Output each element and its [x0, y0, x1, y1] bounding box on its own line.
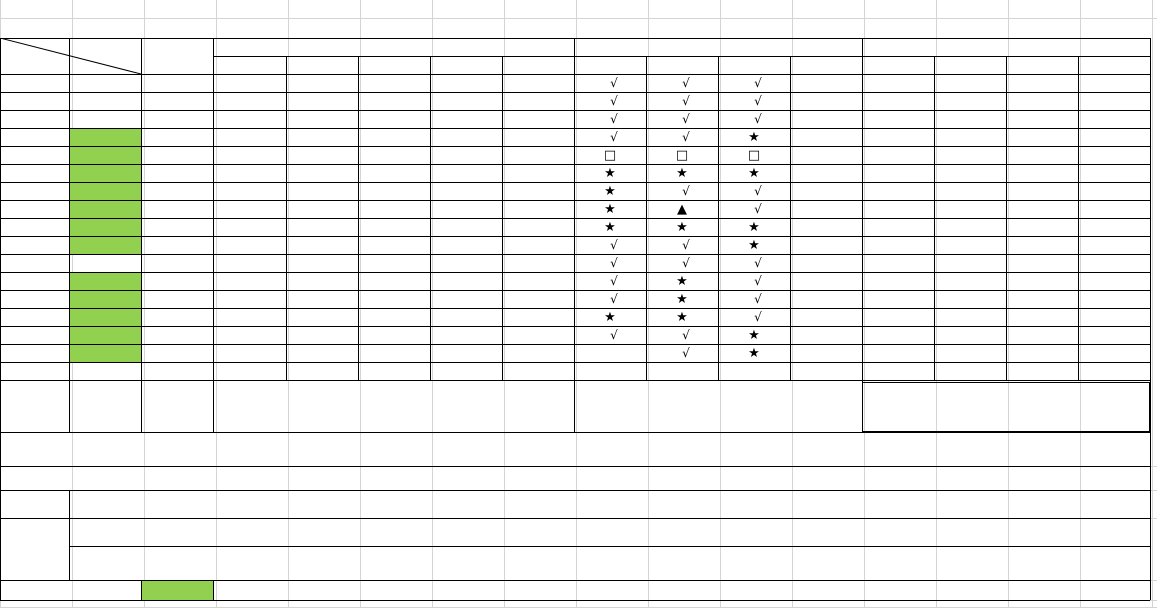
avg-attendance-value: [141, 383, 213, 432]
attendance-mark-star: ★: [604, 183, 616, 199]
date-header: [69, 38, 141, 56]
member-rate: [141, 272, 213, 290]
member-rate: [141, 236, 213, 254]
warning-text-line1: [2, 432, 1157, 449]
month-october: [213, 38, 574, 56]
grid-line-v: [1150, 38, 1151, 432]
avg-attendance-label: [0, 383, 141, 432]
attendance-mark-check: √: [682, 94, 690, 108]
grid-line-v: [141, 580, 142, 600]
member-no: [0, 272, 69, 290]
period-label: [0, 20, 300, 38]
attendance-mark-check: √: [610, 328, 618, 342]
week-header-10: [862, 56, 934, 74]
attendance-mark-check: √: [682, 328, 690, 342]
member-name: [69, 326, 141, 344]
week-header-7: [646, 56, 718, 74]
member-no: [0, 236, 69, 254]
attendance-mark-check: √: [682, 256, 690, 270]
member-no: [0, 218, 69, 236]
attendance-mark-check: √: [610, 238, 618, 252]
attendance-mark-star: ★: [748, 129, 760, 145]
attendance-mark-star: ★: [676, 219, 688, 235]
member-name: [69, 218, 141, 236]
mark-legend: [0, 468, 800, 488]
attendance-mark-check: √: [610, 274, 618, 288]
note-1: [69, 491, 869, 518]
week-header-9: [790, 56, 862, 74]
rate-header: [141, 40, 213, 74]
attendance-mark-star: ★: [748, 345, 760, 361]
note-2-line3: [69, 554, 1154, 573]
note-2-line2: [69, 537, 769, 554]
attendance-mark-star: ★: [604, 219, 616, 235]
november-best-attendance: [574, 383, 862, 432]
member-no: [0, 164, 69, 182]
member-rate: [141, 182, 213, 200]
member-rate: [141, 146, 213, 164]
attendance-mark-check: √: [754, 310, 762, 324]
attendance-mark-check: √: [610, 76, 618, 90]
grid-line-h: [0, 380, 1150, 381]
name-header: [0, 56, 40, 74]
member-name: [69, 200, 141, 218]
grid-line-v: [1006, 56, 1007, 380]
notes-box: [862, 382, 1150, 432]
attendance-mark-star: ★: [748, 219, 760, 235]
member-rate: [141, 290, 213, 308]
member-rate: [141, 164, 213, 182]
grid-line-v: [862, 38, 863, 432]
member-name: [69, 254, 141, 272]
attendance-mark-check: √: [754, 256, 762, 270]
grid-line-v: [286, 56, 287, 380]
attendance-mark-check: √: [682, 76, 690, 90]
member-rate: [141, 344, 213, 362]
grid-line-v: [213, 38, 214, 432]
member-no: [0, 308, 69, 326]
member-no: [0, 182, 69, 200]
week-header-5: [502, 56, 574, 74]
attendance-mark-check: √: [754, 274, 762, 288]
member-no: [0, 290, 69, 308]
attendance-mark-check: √: [610, 112, 618, 126]
member-name: [69, 308, 141, 326]
attendance-mark-check: √: [754, 112, 762, 126]
attendance-mark-check: √: [754, 202, 762, 216]
week-header-6: [574, 56, 646, 74]
attendance-mark-check: √: [610, 130, 618, 144]
attendance-mark-check: √: [754, 94, 762, 108]
member-name: [69, 290, 141, 308]
legend-swatch: [141, 581, 213, 600]
member-no: [0, 128, 69, 146]
attendance-mark-star: ★: [748, 327, 760, 343]
grid-line-v: [1152, 0, 1153, 608]
warning-text-line2: [2, 449, 1157, 466]
member-rate: [141, 218, 213, 236]
attendance-mark-star: ★: [676, 291, 688, 307]
attendance-mark-square: □: [747, 147, 761, 163]
week-header-2: [286, 56, 358, 74]
month-december: [862, 38, 1150, 56]
attendance-mark-check: √: [754, 76, 762, 90]
month-november: [574, 38, 862, 56]
attendance-mark-star: ★: [748, 237, 760, 253]
grid-line-h: [0, 466, 1150, 467]
footer-legend-text: [213, 580, 613, 600]
member-no: [0, 74, 69, 92]
member-no: [0, 92, 69, 110]
attendance-mark-star: ★: [604, 165, 616, 181]
grid-line-v: [790, 56, 791, 380]
week-header-11: [934, 56, 1006, 74]
grid-line-v: [430, 56, 431, 380]
attendance-mark-star: ★: [676, 165, 688, 181]
member-name: [69, 182, 141, 200]
week-header-3: [358, 56, 430, 74]
member-name: [69, 344, 141, 362]
member-rate: [141, 74, 213, 92]
member-no: [0, 254, 69, 272]
week-header-4: [430, 56, 502, 74]
attendance-mark-check: √: [682, 238, 690, 252]
attendance-mark-star: ★: [676, 273, 688, 289]
attendance-mark-triangle: ▲: [677, 201, 687, 217]
sheet-title: [0, 0, 1157, 20]
attendance-mark-star: ★: [676, 309, 688, 325]
grid-line-v: [358, 56, 359, 380]
attendance-mark-check: √: [682, 130, 690, 144]
attendance-mark-star: ★: [604, 201, 616, 217]
member-rate: [141, 200, 213, 218]
member-no: [0, 326, 69, 344]
grid-line-h: [0, 600, 1150, 601]
week-header-12: [1006, 56, 1078, 74]
member-no: [0, 110, 69, 128]
member-name: [69, 110, 141, 128]
attendance-mark-star: ★: [604, 309, 616, 325]
week-header-8: [718, 56, 790, 74]
member-rate: [141, 110, 213, 128]
member-rate: [141, 308, 213, 326]
grid-line-h: [0, 362, 1150, 363]
member-no: [0, 146, 69, 164]
attendance-mark-check: √: [754, 184, 762, 198]
attendance-mark-star: ★: [748, 165, 760, 181]
attendance-mark-check: √: [682, 112, 690, 126]
attendance-mark-square: □: [603, 147, 617, 163]
member-name: [69, 74, 141, 92]
member-name: [69, 164, 141, 182]
grid-line-v: [934, 56, 935, 380]
attendance-mark-check: √: [610, 292, 618, 306]
member-name: [69, 128, 141, 146]
week-header-1: [213, 56, 286, 74]
member-name: [69, 236, 141, 254]
member-name: [69, 92, 141, 110]
grid-line-v: [1078, 56, 1079, 380]
notes-label: [0, 491, 69, 518]
member-no: [0, 200, 69, 218]
grid-line-v: [502, 56, 503, 380]
attendance-mark-check: √: [682, 184, 690, 198]
note-2-line1: [69, 519, 769, 537]
member-rate: [141, 92, 213, 110]
attendance-mark-check: √: [682, 346, 690, 360]
attendance-mark-check: √: [610, 256, 618, 270]
member-no: [0, 344, 69, 362]
member-rate: [141, 326, 213, 344]
attendance-mark-check: √: [610, 94, 618, 108]
attendance-mark-check: √: [754, 292, 762, 306]
member-rate: [141, 254, 213, 272]
attendance-mark-square: □: [675, 147, 689, 163]
member-name: [69, 272, 141, 290]
member-name: [69, 146, 141, 164]
week-header-13: [1078, 56, 1150, 74]
member-rate: [141, 128, 213, 146]
